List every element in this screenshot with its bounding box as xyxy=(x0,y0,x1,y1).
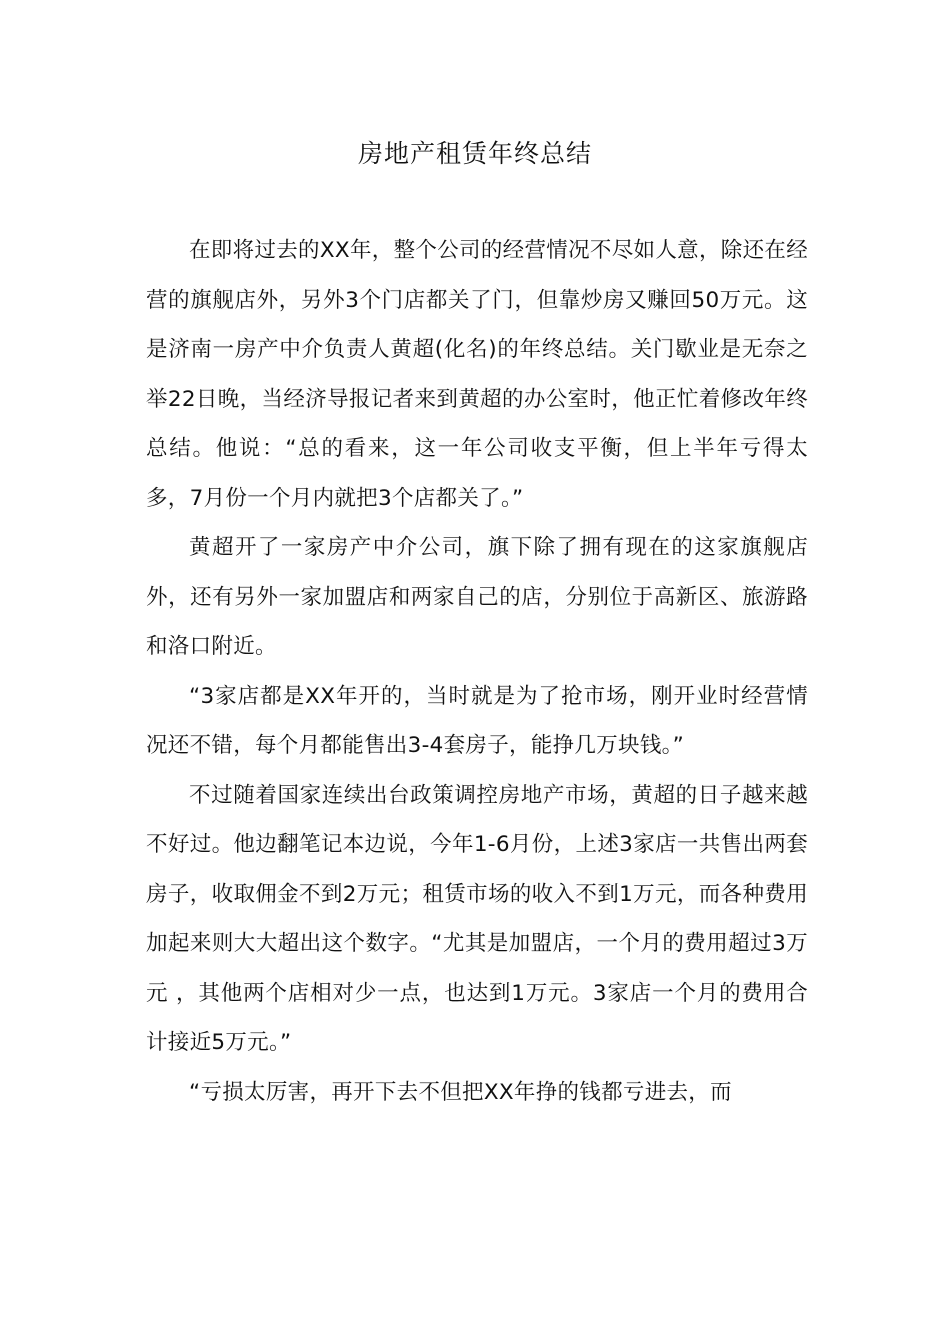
paragraph: “3家店都是XX年开的，当时就是为了抢市场，刚开业时经营情况还不错，每个月都能售出3-4套房子，能挣几万块钱。” xyxy=(146,683,808,758)
document-title: 房地产租赁年终总结 xyxy=(357,139,592,168)
paragraph: 黄超开了一家房产中介公司，旗下除了拥有现在的这家旗舰店外，还有另外一家加盟店和两家自己的店，分别位于高新区、旅游路和洛口附近。 xyxy=(146,535,808,659)
paragraph: “亏损太厉害，再开下去不但把XX年挣的钱都亏进去，而 xyxy=(189,1079,732,1105)
paragraph: 不过随着国家连续出台政策调控房地产市场，黄超的日子越来越不好过。他边翻笔记本边说，今年1-6月份，上述3家店一共售出两套房子，收取佣金不到2万元；租赁市场的收入不到1万元，而各种费用加起来则大大超出这个数字。“尤其是加盟店，一个月的费用超过3万元 ，其他两个店相对少一点，也达到1万元。3家店一个月的费用合计接近5万元。” xyxy=(146,782,808,1055)
paragraph: 在即将过去的XX年，整个公司的经营情况不尽如人意，除还在经营的旗舰店外，另外3个门店都关了门，但靠炒房又赚回50万元。这是济南一房产中介负责人黄超(化名)的年终总结。关门歇业是无奈之举22日晚，当经济导报记者来到黄超的办公室时，他正忙着修改年终总结。他说：“总的看来，这一年公司收支平衡，但上半年亏得太多，7月份一个月内就把3个店都关了。” xyxy=(146,238,808,511)
document-body xyxy=(146,226,808,1117)
